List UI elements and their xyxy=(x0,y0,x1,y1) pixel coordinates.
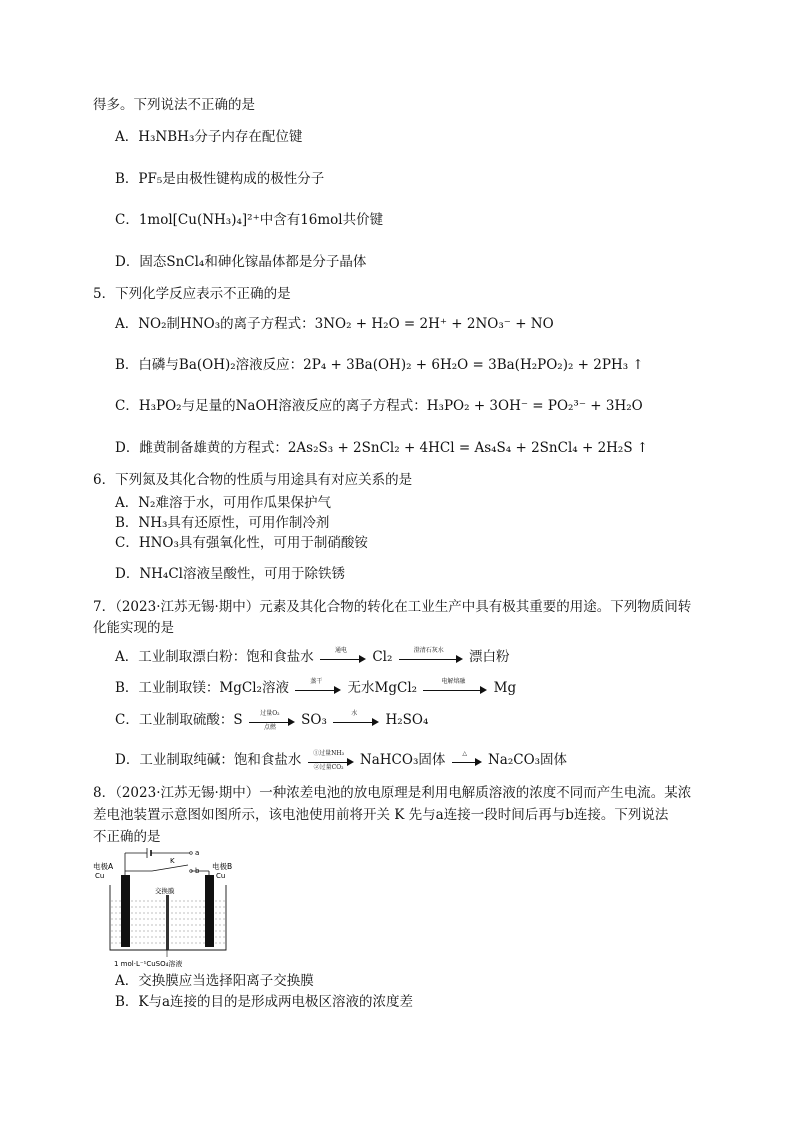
q7d-product: Na₂CO₃固体 xyxy=(487,752,568,768)
q6-stem: 6．下列氮及其化合物的性质与用途具有对应关系的是 xyxy=(93,472,413,488)
q7a-arrow2 xyxy=(399,646,463,665)
q7d-arrow2 xyxy=(452,749,482,768)
q4-option-d[interactable]: D．固态SnCl₄和砷化镓晶体都是分子晶体 xyxy=(115,254,367,270)
q7b-arrow2 xyxy=(423,677,487,696)
electrode-a-label: 电极A xyxy=(93,862,114,871)
exchange-membrane xyxy=(166,895,169,950)
q7b-mid: 无水MgCl₂ xyxy=(347,680,418,696)
q7b-arrow1 xyxy=(295,677,341,696)
concentration-cell-diagram xyxy=(92,845,242,970)
q7c-prefix: C．工业制取硫酸：S xyxy=(115,712,243,728)
q7a-arrow1 xyxy=(320,646,366,665)
electrode-b xyxy=(205,875,214,947)
q4-stem-tail: 得多。下列说法不正确的是 xyxy=(93,97,255,113)
electrode-a xyxy=(121,875,130,947)
q7c-cond1b: 点燃 xyxy=(263,723,276,731)
label-b: b xyxy=(195,867,200,875)
q4-option-b[interactable]: B．PF₅是由极性键构成的极性分子 xyxy=(115,171,325,187)
q7b-cond1: 蒸干 xyxy=(310,677,323,685)
q7c-arrow2 xyxy=(333,709,379,728)
q7d-cond1: ①过量NH₃ xyxy=(313,749,345,757)
q7c-cond2: 水 xyxy=(351,709,358,717)
label-k: K xyxy=(170,857,175,865)
q7b-cond2: 电解熔融 xyxy=(441,677,466,685)
q7-option-b[interactable] xyxy=(115,679,516,697)
q4-option-a[interactable]: A．H₃NBH₃分子内存在配位键 xyxy=(115,129,303,145)
membrane-label: 交换膜 xyxy=(155,887,175,895)
q8-option-a[interactable]: A．交换膜应当选择阳离子交换膜 xyxy=(115,973,314,989)
q7-stem-line1: 7．（2023·江苏无锡·期中）元素及其化合物的转化在工业生产中具有极其重要的用途。下列物质间转 xyxy=(93,599,692,615)
q7c-mid: SO₃ xyxy=(301,712,327,728)
q7c-cond1: 过量O₂ xyxy=(260,709,280,717)
q7d-cond1b: ②过量CO₂ xyxy=(313,763,344,771)
q5-option-a[interactable]: A．NO₂制HNO₃的离子方程式：3NO₂ + H₂O = 2H⁺ + 2NO₃⁻ + NO xyxy=(115,316,554,332)
q5-option-c[interactable]: C．H₃PO₂与足量的NaOH溶液反应的离子方程式：H₃PO₂ + 3OH⁻ = PO₂³⁻ + 3H₂O xyxy=(115,398,643,414)
q5-stem: 5．下列化学反应表示不正确的是 xyxy=(93,286,291,302)
cu-b-label: Cu xyxy=(216,872,226,880)
q7a-cond2: 澄清石灰水 xyxy=(413,646,444,654)
q7-option-d[interactable] xyxy=(115,751,567,769)
cu-a-label: Cu xyxy=(95,872,105,880)
q5-option-d[interactable]: D．雌黄制备雄黄的方程式：2As₂S₃ + 2SnCl₂ + 4HCl = As₄S₄ + 2SnCl₄ + 2H₂S ↑ xyxy=(115,440,649,456)
electrode-b-label: 电极B xyxy=(212,862,233,871)
q6-option-d[interactable]: D．NH₄Cl溶液呈酸性，可用于除铁锈 xyxy=(115,566,345,582)
q7b-prefix: B．工业制取镁：MgCl₂溶液 xyxy=(115,680,289,696)
q7d-mid: NaHCO₃固体 xyxy=(359,752,446,768)
q7-option-c[interactable] xyxy=(115,711,428,729)
q8-option-b[interactable]: B．K与a连接的目的是形成两电极区溶液的浓度差 xyxy=(115,994,414,1010)
q7a-product: 漂白粉 xyxy=(469,649,510,665)
label-a: a xyxy=(195,849,200,857)
q6-option-b[interactable]: B．NH₃具有还原性，可用作制冷剂 xyxy=(115,515,330,531)
q7a-mid: Cl₂ xyxy=(372,649,393,665)
q7d-cond2: △ xyxy=(462,749,467,757)
q7-stem-line2: 化能实现的是 xyxy=(93,620,174,636)
q7a-prefix: A．工业制取漂白粉：饱和食盐水 xyxy=(115,649,314,665)
q7-option-a[interactable] xyxy=(115,648,510,666)
q6-option-a[interactable]: A．N₂难溶于水，可用作瓜果保护气 xyxy=(115,495,331,511)
q6-option-c[interactable]: C．HNO₃具有强氧化性，可用于制硝酸铵 xyxy=(115,535,368,551)
q7d-prefix: D．工业制取纯碱：饱和食盐水 xyxy=(115,752,302,768)
solution-label: 1 mol·L⁻¹CuSO₄溶液 xyxy=(114,960,183,968)
q7d-arrow1 xyxy=(308,749,354,771)
q4-option-c[interactable]: C．1mol[Cu(NH₃)₄]²⁺中含有16mol共价键 xyxy=(115,212,384,228)
q8-stem-line3: 不正确的是 xyxy=(93,829,161,845)
q7c-arrow1 xyxy=(249,709,295,731)
q7b-product: Mg xyxy=(493,680,517,696)
q8-stem-line2: 差电池装置示意图如图所示，该电池使用前将开关 K 先与a连接一段时间后再与b连接。下列说法 xyxy=(93,807,669,823)
q7a-cond1: 通电 xyxy=(335,646,348,654)
q8-stem-line1: 8．（2023·江苏无锡·期中）一种浓差电池的放电原理是利用电解质溶液的浓度不同而产生电流。某浓 xyxy=(93,785,692,801)
q5-option-b[interactable]: B．白磷与Ba(OH)₂溶液反应：2P₄ + 3Ba(OH)₂ + 6H₂O = 3Ba(H₂PO₂)₂ + 2PH₃ ↑ xyxy=(115,357,644,373)
switch-blade xyxy=(152,865,188,871)
q7c-product: H₂SO₄ xyxy=(385,712,429,728)
